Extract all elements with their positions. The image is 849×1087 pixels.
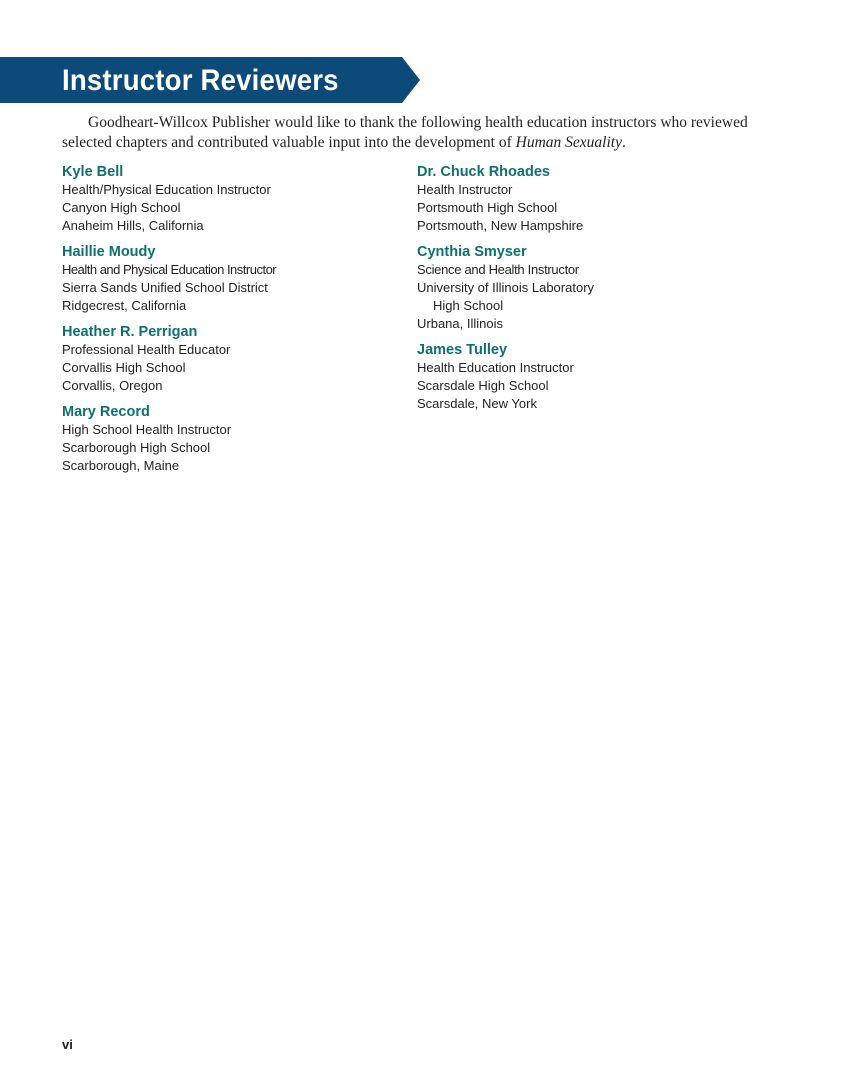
reviewer-entry bbox=[62, 163, 392, 235]
page-number: vi bbox=[62, 1037, 73, 1052]
book-title: Human Sexuality bbox=[515, 134, 622, 151]
intro-end: . bbox=[621, 134, 626, 151]
reviewer-location: Corvallis, Oregon bbox=[62, 378, 163, 393]
reviewer-name: Heather R. Perrigan bbox=[62, 324, 198, 340]
reviewer-title: High School Health Instructor bbox=[62, 422, 232, 437]
reviewer-school: University of Illinois Laboratory bbox=[417, 280, 595, 295]
reviewer-title: Health and Physical Education Instructor bbox=[62, 262, 277, 277]
reviewer-school: Corvallis High School bbox=[62, 360, 186, 375]
reviewer-location: Portsmouth, New Hampshire bbox=[417, 218, 584, 233]
reviewer-title: Health Education Instructor bbox=[417, 360, 574, 375]
reviewer-school: Sierra Sands Unified School District bbox=[62, 280, 268, 295]
reviewer-entry bbox=[417, 341, 747, 413]
page-title: Instructor Reviewers bbox=[62, 64, 339, 97]
reviewer-column-left bbox=[62, 163, 392, 483]
reviewer-entry bbox=[62, 323, 392, 395]
reviewer-location: Urbana, Illinois bbox=[417, 316, 503, 331]
reviewer-entry bbox=[417, 163, 747, 235]
reviewer-column-right bbox=[417, 163, 747, 421]
reviewer-name: Kyle Bell bbox=[62, 164, 124, 180]
reviewer-title: Science and Health Instructor bbox=[417, 262, 579, 277]
reviewer-title: Health Instructor bbox=[417, 182, 513, 197]
reviewer-name: Haillie Moudy bbox=[62, 244, 156, 260]
reviewer-school-continued: High School bbox=[433, 298, 504, 313]
reviewer-location: Scarborough, Maine bbox=[62, 458, 180, 473]
intro-paragraph bbox=[62, 113, 772, 153]
reviewer-entry bbox=[62, 243, 392, 315]
reviewer-school: Portsmouth High School bbox=[417, 200, 558, 215]
reviewer-entry bbox=[62, 403, 392, 475]
reviewer-entry bbox=[417, 243, 747, 333]
reviewer-title: Professional Health Educator bbox=[62, 342, 231, 357]
reviewer-name: Dr. Chuck Rhoades bbox=[417, 164, 550, 180]
intro-text: Goodheart-Willcox Publisher would like to thank the following health education instructors who reviewed selected chapters and contributed valuable input into the development of bbox=[62, 114, 748, 151]
reviewer-location: Scarsdale, New York bbox=[417, 396, 537, 411]
reviewer-school: Scarborough High School bbox=[62, 440, 211, 455]
reviewer-location: Anaheim Hills, California bbox=[62, 218, 204, 233]
reviewer-name: James Tulley bbox=[417, 342, 508, 358]
reviewer-name: Mary Record bbox=[62, 404, 150, 420]
reviewer-title: Health/Physical Education Instructor bbox=[62, 182, 271, 197]
reviewer-school: Canyon High School bbox=[62, 200, 181, 215]
reviewer-school: Scarsdale High School bbox=[417, 378, 549, 393]
reviewer-name: Cynthia Smyser bbox=[417, 244, 527, 260]
reviewer-location: Ridgecrest, California bbox=[62, 298, 187, 313]
